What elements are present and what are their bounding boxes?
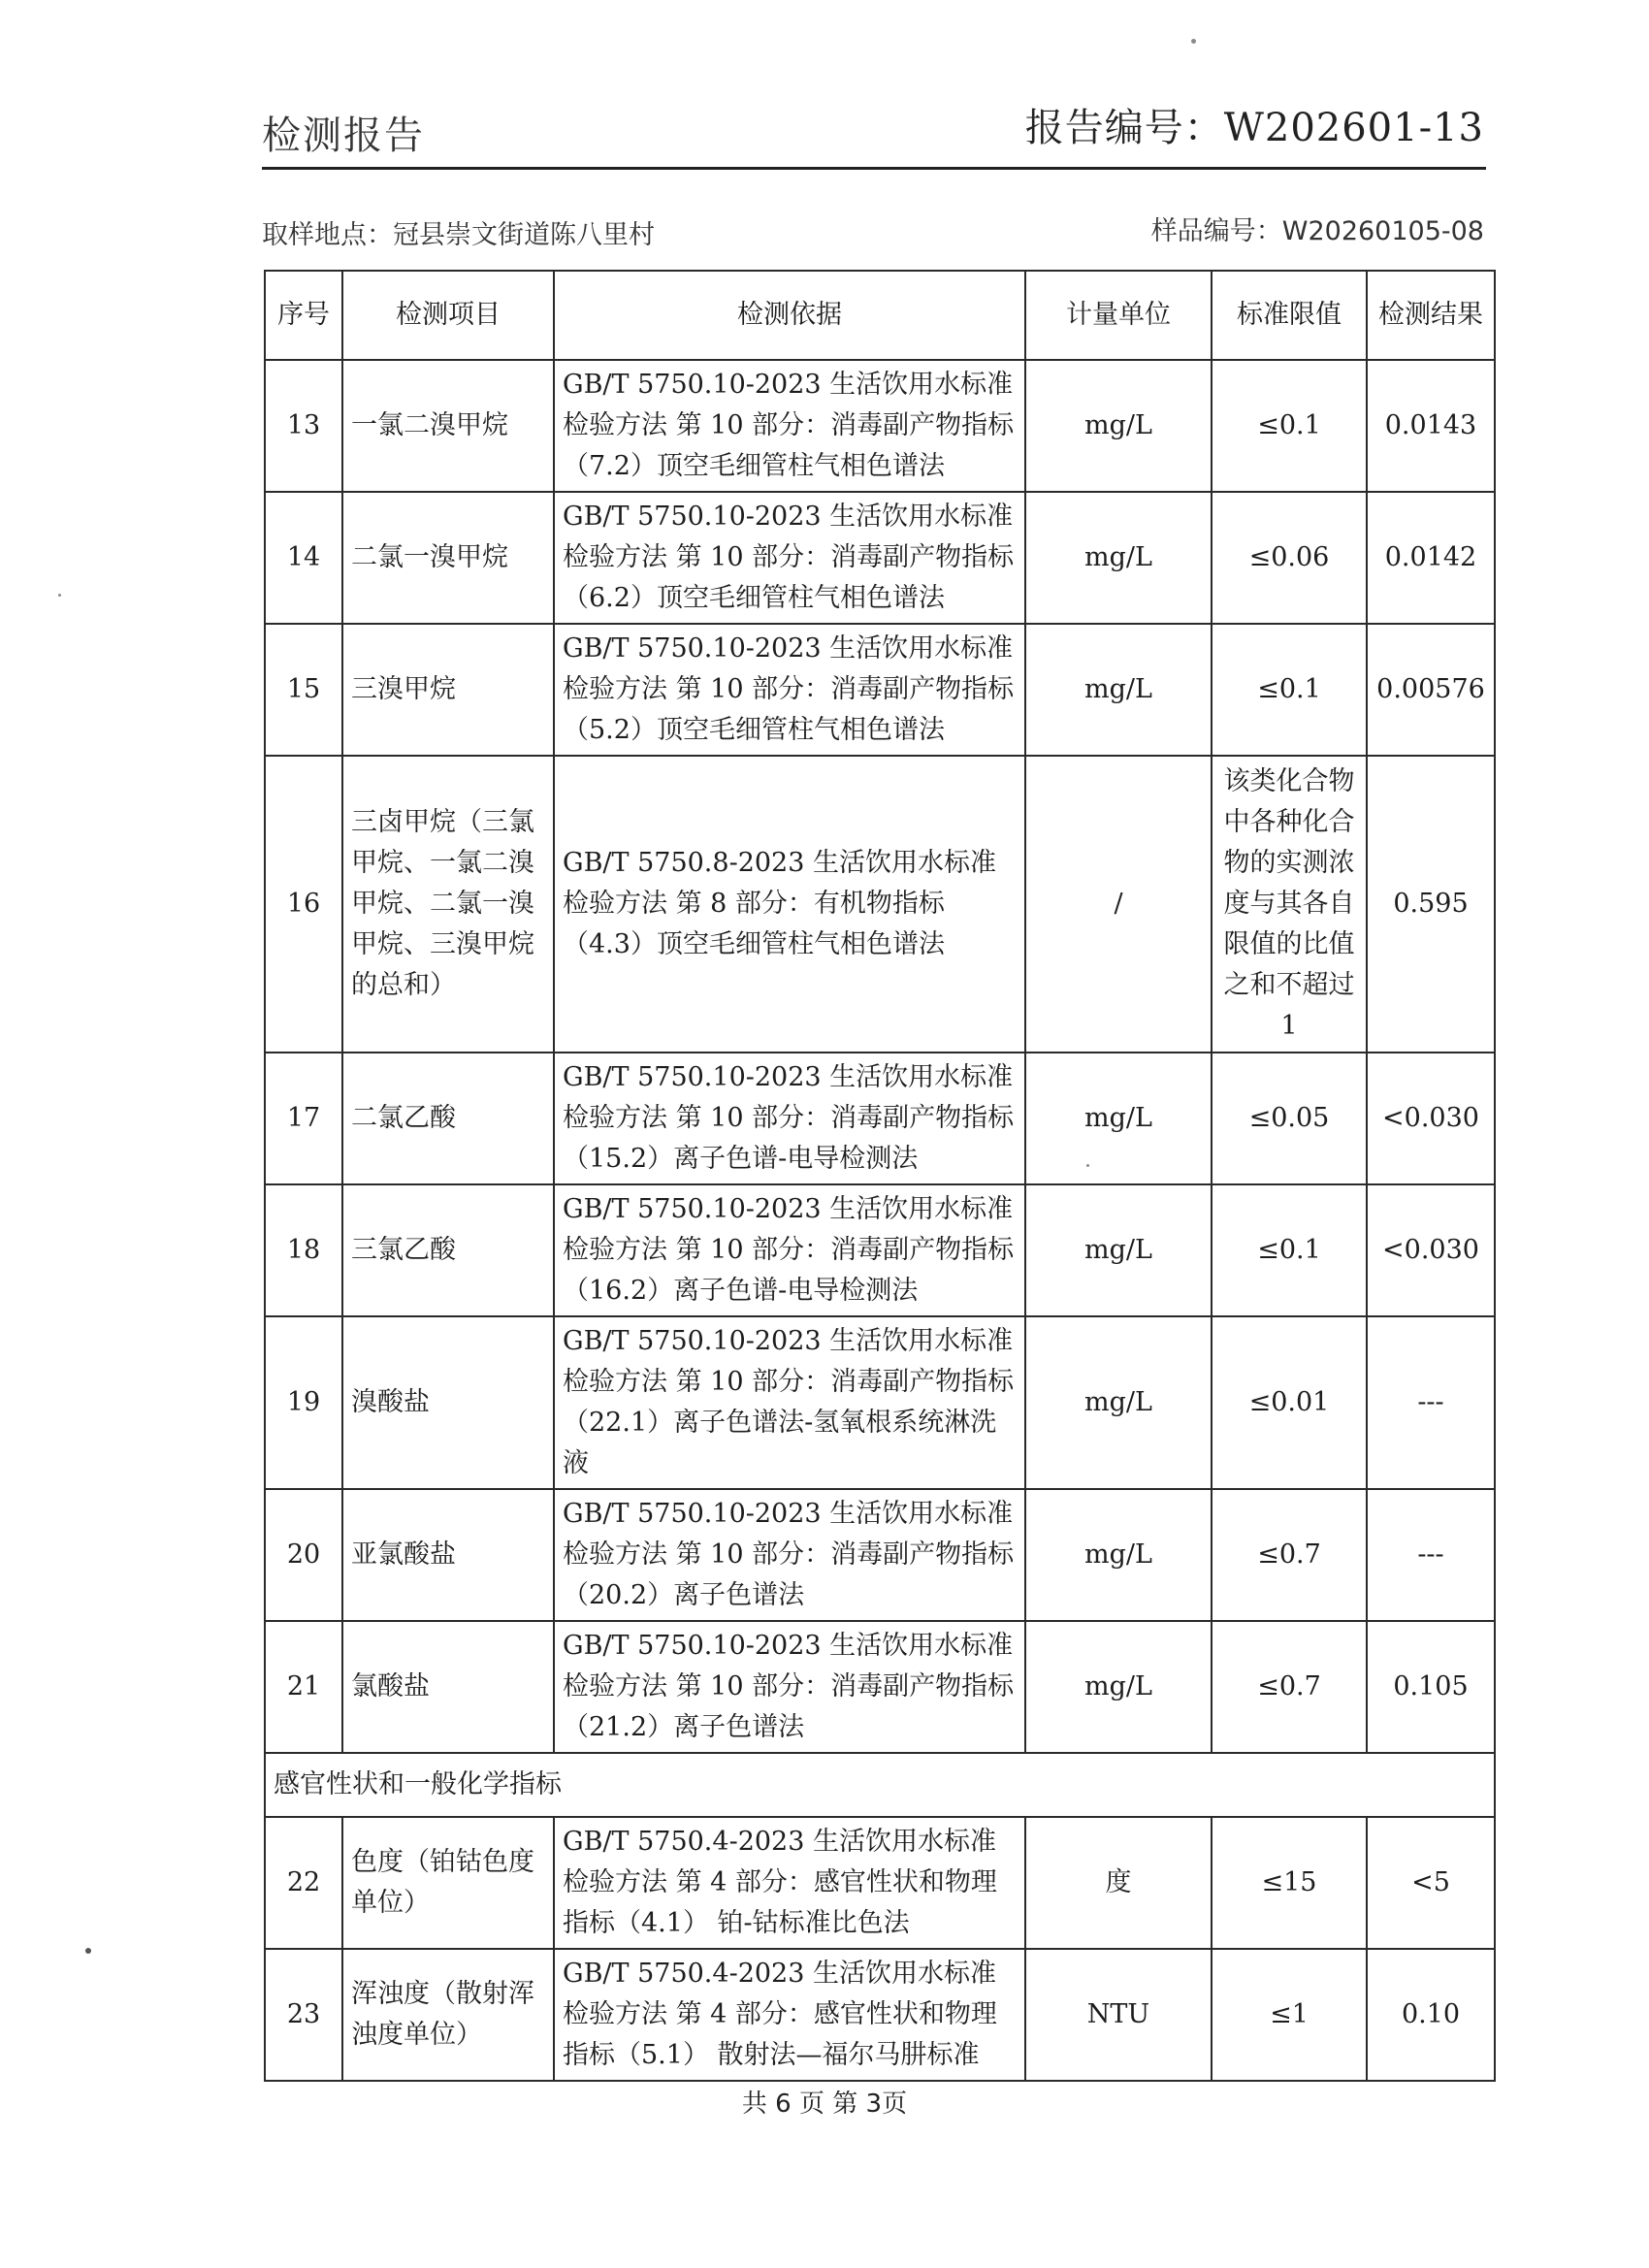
table-header-row — [265, 271, 1495, 360]
row-unit: mg/L — [1025, 1621, 1212, 1753]
row-limit: ≤0.05 — [1212, 1053, 1367, 1184]
row-limit: ≤1 — [1212, 1949, 1367, 2081]
row-item: 氯酸盐 — [342, 1621, 554, 1753]
row-result: 0.0142 — [1367, 492, 1495, 624]
row-item: 二氯一溴甲烷 — [342, 492, 554, 624]
row-item: 三卤甲烷（三氯甲烷、一氯二溴甲烷、二氯一溴甲烷、三溴甲烷的总和） — [342, 756, 554, 1053]
row-result: --- — [1367, 1489, 1495, 1621]
row-limit: ≤0.1 — [1212, 624, 1367, 756]
row-unit: mg/L — [1025, 360, 1212, 492]
row-limit: ≤0.1 — [1212, 1184, 1367, 1316]
table-row — [265, 492, 1495, 624]
row-basis: GB/T 5750.10-2023 生活饮用水标准检验方法 第 10 部分：消毒副产物指标（22.1）离子色谱法-氢氧根系统淋洗液 — [554, 1316, 1025, 1489]
row-basis: GB/T 5750.10-2023 生活饮用水标准检验方法 第 10 部分：消毒副产物指标（6.2）顶空毛细管柱气相色谱法 — [554, 492, 1025, 624]
row-result: --- — [1367, 1316, 1495, 1489]
page-footer: 共 6 页 第 3页 — [741, 2090, 908, 2119]
row-item: 亚氯酸盐 — [342, 1489, 554, 1621]
col-header-item: 检测项目 — [342, 271, 554, 360]
row-unit: mg/L — [1025, 1489, 1212, 1621]
row-result: 0.105 — [1367, 1621, 1495, 1753]
row-item: 浑浊度（散射浑浊度单位） — [342, 1949, 554, 2081]
row-limit: ≤0.1 — [1212, 360, 1367, 492]
scan-speck — [1086, 1164, 1089, 1167]
row-unit: 度 — [1025, 1817, 1212, 1949]
row-result: <0.030 — [1367, 1053, 1495, 1184]
row-limit: ≤0.7 — [1212, 1489, 1367, 1621]
row-unit: NTU — [1025, 1949, 1212, 2081]
row-limit: ≤0.7 — [1212, 1621, 1367, 1753]
row-no: 14 — [265, 492, 342, 624]
row-no: 15 — [265, 624, 342, 756]
scan-speck — [58, 594, 61, 597]
row-result: 0.0143 — [1367, 360, 1495, 492]
scan-speck — [1191, 39, 1196, 44]
row-basis: GB/T 5750.4-2023 生活饮用水标准检验方法 第 4 部分：感官性状和物理指标（4.1） 铂-钴标准比色法 — [554, 1817, 1025, 1949]
row-basis: GB/T 5750.10-2023 生活饮用水标准检验方法 第 10 部分：消毒副产物指标（15.2）离子色谱-电导检测法 — [554, 1053, 1025, 1184]
row-item: 溴酸盐 — [342, 1316, 554, 1489]
row-unit: / — [1025, 756, 1212, 1053]
row-result: 0.595 — [1367, 756, 1495, 1053]
row-limit: ≤0.06 — [1212, 492, 1367, 624]
table-row — [265, 1316, 1495, 1489]
row-no: 17 — [265, 1053, 342, 1184]
sample-number: 样品编号：W20260105-08 — [1150, 216, 1484, 246]
row-result: <5 — [1367, 1817, 1495, 1949]
row-no: 18 — [265, 1184, 342, 1316]
table-row — [265, 1817, 1495, 1949]
results-table — [264, 270, 1496, 2082]
report-title: 检测报告 — [262, 113, 425, 158]
row-unit: mg/L — [1025, 1316, 1212, 1489]
col-header-limit: 标准限值 — [1212, 271, 1367, 360]
col-header-unit: 计量单位 — [1025, 271, 1212, 360]
table-row — [265, 1621, 1495, 1753]
row-limit: ≤0.01 — [1212, 1316, 1367, 1489]
row-result: <0.030 — [1367, 1184, 1495, 1316]
row-basis: GB/T 5750.10-2023 生活饮用水标准检验方法 第 10 部分：消毒副产物指标（7.2）顶空毛细管柱气相色谱法 — [554, 360, 1025, 492]
scan-speck — [85, 1948, 91, 1954]
col-header-basis: 检测依据 — [554, 271, 1025, 360]
row-result: 0.00576 — [1367, 624, 1495, 756]
row-unit: mg/L — [1025, 1053, 1212, 1184]
row-basis: GB/T 5750.10-2023 生活饮用水标准检验方法 第 10 部分：消毒副产物指标（20.2）离子色谱法 — [554, 1489, 1025, 1621]
row-no: 23 — [265, 1949, 342, 2081]
row-no: 19 — [265, 1316, 342, 1489]
row-unit: mg/L — [1025, 1184, 1212, 1316]
row-limit: ≤15 — [1212, 1817, 1367, 1949]
row-item: 三溴甲烷 — [342, 624, 554, 756]
row-item: 色度（铂钴色度单位） — [342, 1817, 554, 1949]
header-divider — [262, 167, 1486, 170]
col-header-result: 检测结果 — [1367, 271, 1495, 360]
table-row — [265, 624, 1495, 756]
table-row — [265, 360, 1495, 492]
table-row — [265, 1053, 1495, 1184]
col-header-no: 序号 — [265, 271, 342, 360]
row-no: 22 — [265, 1817, 342, 1949]
row-item: 三氯乙酸 — [342, 1184, 554, 1316]
row-limit: 该类化合物中各种化合物的实测浓度与其各自限值的比值之和不超过1 — [1212, 756, 1367, 1053]
report-number: 报告编号：W202601-13 — [1024, 106, 1484, 150]
row-item: 一氯二溴甲烷 — [342, 360, 554, 492]
row-no: 20 — [265, 1489, 342, 1621]
table-row — [265, 1184, 1495, 1316]
row-result: 0.10 — [1367, 1949, 1495, 2081]
table-row — [265, 1949, 1495, 2081]
row-basis: GB/T 5750.10-2023 生活饮用水标准检验方法 第 10 部分：消毒副产物指标（21.2）离子色谱法 — [554, 1621, 1025, 1753]
row-basis: GB/T 5750.10-2023 生活饮用水标准检验方法 第 10 部分：消毒副产物指标（5.2）顶空毛细管柱气相色谱法 — [554, 624, 1025, 756]
section-title: 感官性状和一般化学指标 — [265, 1753, 1495, 1817]
row-basis: GB/T 5750.8-2023 生活饮用水标准检验方法 第 8 部分：有机物指标（4.3）顶空毛细管柱气相色谱法 — [554, 756, 1025, 1053]
row-no: 21 — [265, 1621, 342, 1753]
sampling-location: 取样地点：冠县崇文街道陈八里村 — [262, 220, 655, 250]
section-header-row — [265, 1753, 1495, 1817]
row-no: 16 — [265, 756, 342, 1053]
row-unit: mg/L — [1025, 492, 1212, 624]
row-basis: GB/T 5750.10-2023 生活饮用水标准检验方法 第 10 部分：消毒副产物指标（16.2）离子色谱-电导检测法 — [554, 1184, 1025, 1316]
row-item: 二氯乙酸 — [342, 1053, 554, 1184]
row-basis: GB/T 5750.4-2023 生活饮用水标准检验方法 第 4 部分：感官性状和物理指标（5.1） 散射法—福尔马肼标准 — [554, 1949, 1025, 2081]
row-unit: mg/L — [1025, 624, 1212, 756]
table-row — [265, 756, 1495, 1053]
table-row — [265, 1489, 1495, 1621]
row-no: 13 — [265, 360, 342, 492]
